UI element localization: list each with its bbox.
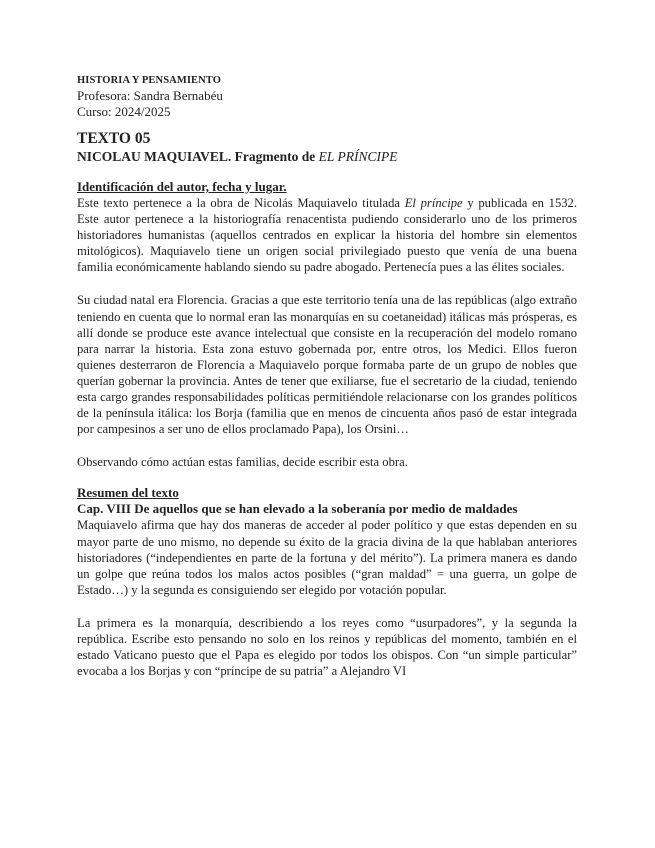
text-number-title: TEXTO 05 xyxy=(77,130,151,147)
paragraph-observing: Observando cómo actúan estas familias, decide escribir esta obra. xyxy=(77,455,408,470)
paragraph-author-intro xyxy=(77,195,577,275)
paragraph-summary-2: La primera es la monarquía, describiendo a los reyes como “usurpadores”, y la segunda la república. Escribe esto pensando no solo en los reinos y repúblicas del momento, también en el estado Vaticano puesto que el Papa es elegido por todos los obispos. Con “un simple particular” evocaba a los Borjas y con “príncipe de su patria” a Alejandro VI xyxy=(77,615,577,679)
course-year-line: Curso: 2024/2025 xyxy=(77,104,171,119)
paragraph-author-intro-a: Este texto pertenece a la obra de Nicolás Maquiavelo titulada xyxy=(77,196,405,210)
subtitle-prefix: NICOLAU MAQUIAVEL. Fragmento de xyxy=(77,149,319,164)
chapter-heading: Cap. VIII De aquellos que se han elevado a la soberanía por medio de maldades xyxy=(77,501,518,517)
work-title-italic: El príncipe xyxy=(404,196,463,210)
document-subtitle xyxy=(77,148,577,165)
subtitle-work-title: EL PRÍNCIPE xyxy=(318,149,398,164)
paragraph-florence: Su ciudad natal era Florencia. Gracias a que este territorio tenía una de las repúblicas (algo extraño teniendo en cuenta que lo normal eran las monarquías en su coetaneidad) itálicas más prósperas, es allí donde se produce este avance intelectual que consiste en la recuperación del modelo romano para narrar la historia. Esta zona estuvo gobernada por, entre otros, los Medici. Ellos fueron quienes desterraron de Florencia a Maquiavelo porque formaba parte de un grupo de nobles que querían gobernar la provincia. Antes de tener que exiliarse, fue el secretario de la ciudad, teniendo esta cargo grandes responsabilidades políticas permitiéndole relacionarse con los grandes políticos de la península itálica: los Borja (familia que en menos de cincuenta años pasó de estar integrada por campesinos a ser uno de ellos proclamado Papa), los Orsini… xyxy=(77,293,577,437)
teacher-line: Profesora: Sandra Bernabéu xyxy=(77,88,223,103)
paragraph-author-intro-b: y publicada en 1532. Este autor pertenece a la historiografía renacentista pudiendo considerarlo uno de los primeros historiadores humanistas (aquellos centrados en explicar la historia del hombre sin elementos mitológicos). Maquiavelo tiene un origen social privilegiado puesto que venía de una buena familia económicamente hablando siendo su padre abogado. Pertenecía pues a las élites sociales. xyxy=(77,196,577,275)
course-title: HISTORIA Y PENSAMIENTO xyxy=(77,75,221,86)
section-heading-summary: Resumen del texto xyxy=(77,485,179,501)
section-heading-identification: Identificación del autor, fecha y lugar. xyxy=(77,179,287,194)
paragraph-summary-1: Maquiavelo afirma que hay dos maneras de acceder al poder político y que estas dependen en su mayor parte de uno mismo, no depende su éxito de la gracia divina de la que hablaban anteriores historiadores (“independientes en parte de la fortuna y del mérito”). La primera manera es dando un golpe que reúna todos los malos actos posibles (“gran maldad” = una guerra, un golpe de Estado…) y la segunda es consiguiendo ser elegido por votación popular. xyxy=(77,518,577,597)
page-content xyxy=(77,74,577,679)
